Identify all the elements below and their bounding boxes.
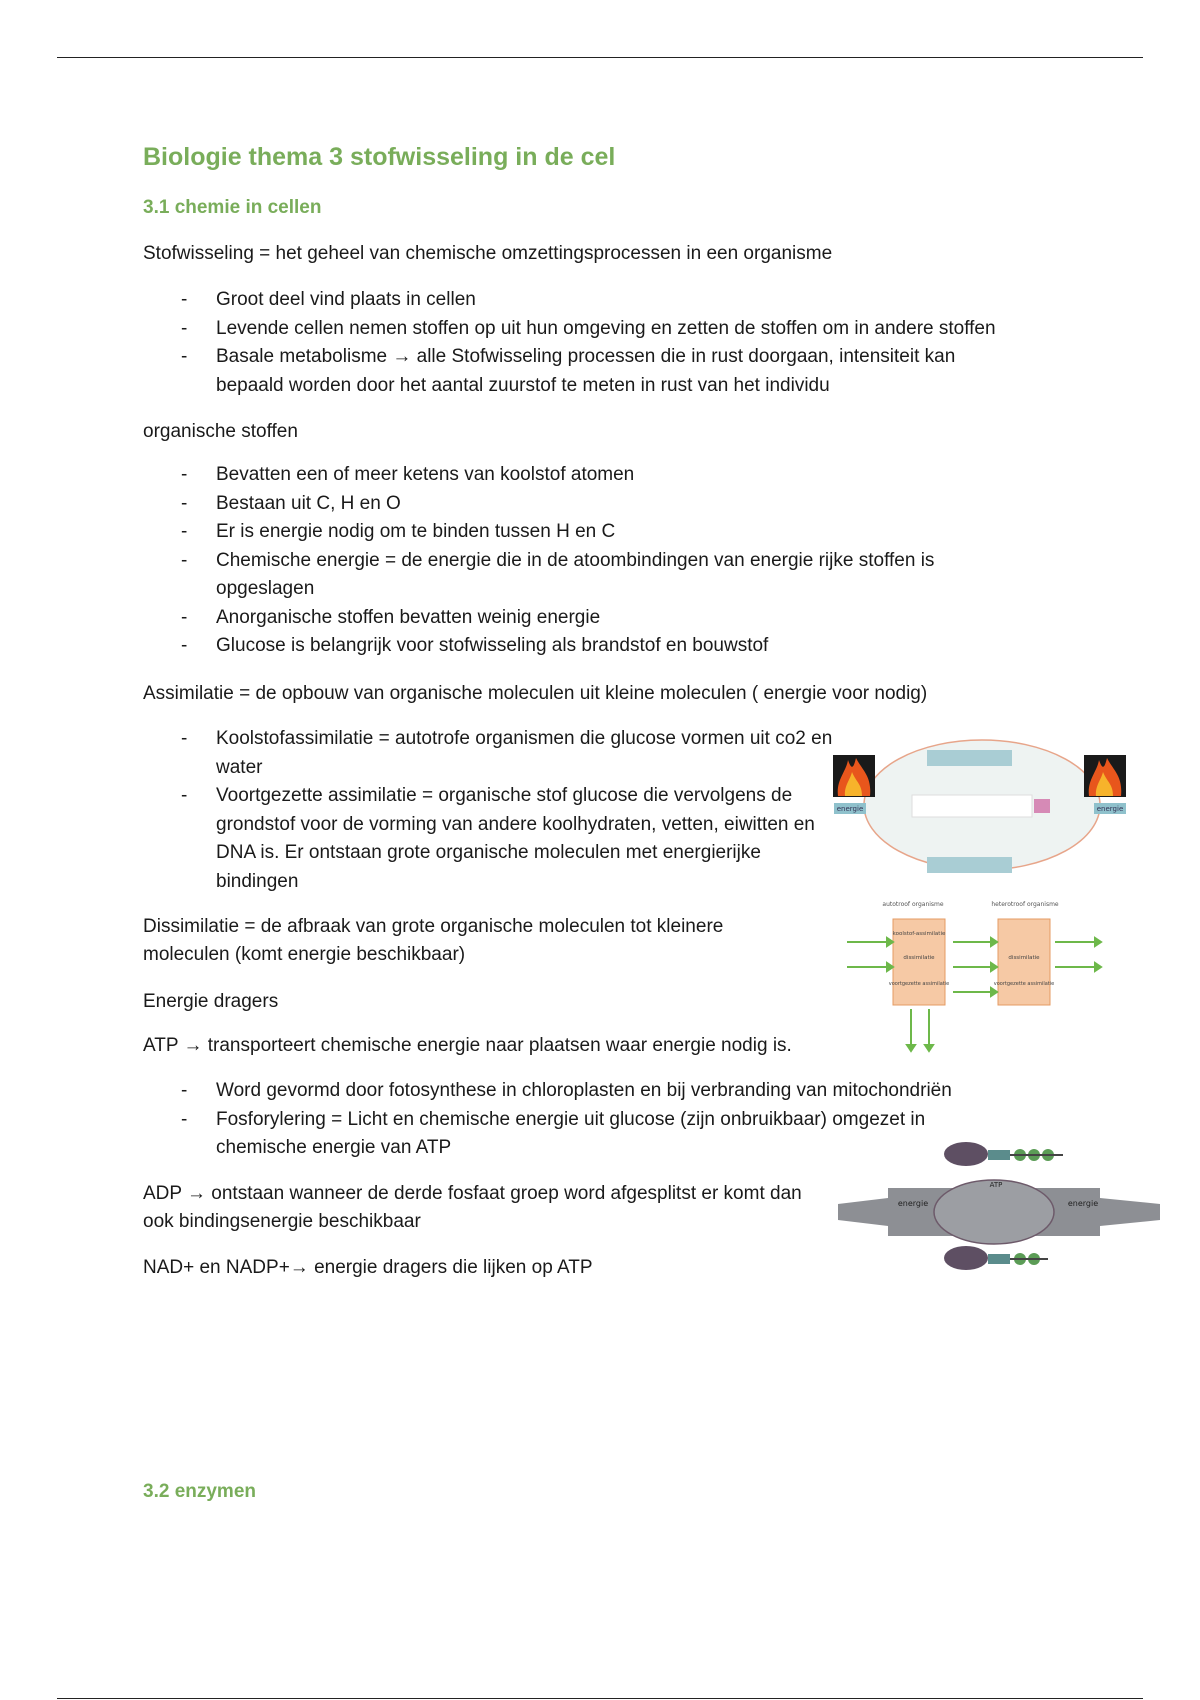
list-item (143, 286, 1063, 315)
cycle-box-bottom (927, 857, 1012, 873)
flame-icon (833, 755, 875, 797)
cycle-box-top (927, 750, 1012, 766)
bullet-mark: - (181, 728, 188, 749)
bullet-list-assimilatie (143, 725, 833, 896)
atp-label: ATP (989, 1181, 1003, 1189)
line-adp: ADP → ontstaan wanneer de derde fosfaat groep word afgesplitst er komt dan ook bindingsenergie beschikbaar (143, 1183, 802, 1232)
list-item-text: Anorganische stoffen bevatten weinig energie (216, 606, 601, 628)
list-item-text: Bevatten een of meer ketens van koolstof atomen (216, 464, 635, 485)
cycle-center-panel (912, 795, 1032, 817)
flow-box-label: voortgezette assimilatie (888, 981, 950, 987)
bullet-mark: - (181, 464, 188, 485)
energy-label: energie (897, 1199, 929, 1208)
bullet-mark: - (181, 1108, 188, 1130)
flow-column-label: autotroof organisme (882, 901, 944, 908)
energy-tag-right-label: energie (1096, 805, 1124, 813)
metabolism-flow-figure (843, 897, 1108, 1057)
bullet-list-organisch (143, 461, 1013, 661)
list-item-text: Word gevormd door fotosynthese in chloroplasten en bij verbranding van mitochondriën (216, 1080, 952, 1101)
list-item-text: Chemische energie = de energie die in de atoombindingen van energie rijke stoffen is opgeslagen (216, 549, 935, 599)
list-item (143, 343, 1016, 400)
definition-dissimilatie: Dissimilatie = de afbraak van grote organische moleculen tot kleinere moleculen (komt energie beschikbaar) (143, 916, 724, 965)
definition-stofwisseling: Stofwisseling = het geheel van chemische omzettingsprocessen in een organisme (143, 243, 833, 264)
bullet-mark: - (181, 635, 188, 656)
bullet-mark: - (181, 549, 188, 571)
list-item-text: Groot deel vind plaats in cellen (216, 289, 476, 310)
list-item (143, 547, 996, 604)
heading-organische-stoffen: organische stoffen (143, 421, 298, 442)
list-item-text: Voortgezette assimilatie = organische stof glucose die vervolgens de grondstof voor de vorming van andere koolhydraten, vetten, eiwitten en DNA is. Er ontstaan grote organische moleculen met energierijke bindingen (216, 785, 815, 892)
line-nad: NAD+ en NADP+→ energie dragers die lijken op ATP (143, 1257, 593, 1278)
atp-cycle-ellipse (934, 1180, 1054, 1244)
list-item-text: Levende cellen nemen stoffen op uit hun omgeving en zetten de stoffen om in andere stoffen (216, 317, 996, 339)
flow-box-label: dissimilatie (1008, 955, 1040, 961)
list-item (143, 518, 1013, 547)
list-item (143, 725, 833, 782)
list-item-text: Basale metabolisme → alle Stofwisseling processen die in rust doorgaan, intensiteit kan bepaald worden door het aantal zuurstof te meten in rust van het individu (216, 346, 956, 396)
flow-box-label: dissimilatie (903, 955, 935, 961)
list-item-text: Fosforylering = Licht en chemische energie uit glucose (zijn onbruikbaar) omgezet in chemische energie van ATP (216, 1108, 926, 1158)
list-item-text: Er is energie nodig om te binden tussen H en C (216, 521, 616, 542)
bullet-mark: - (181, 521, 188, 542)
atp-adp-figure (838, 1138, 1163, 1298)
energy-tag-left-label: energie (836, 805, 864, 813)
bullet-mark: - (181, 606, 188, 628)
header-rule (57, 57, 1143, 58)
heading-energie-dragers: Energie dragers (143, 991, 279, 1012)
bullet-mark: - (181, 785, 188, 806)
list-item-text: Glucose is belangrijk voor stofwisseling als brandstof en bouwstof (216, 635, 769, 656)
assimilation-cycle-figure (832, 720, 1132, 880)
list-item (143, 782, 833, 896)
flow-box-label: voortgezette assimilatie (993, 981, 1055, 987)
list-item (143, 461, 1013, 490)
section-heading: 3.1 chemie in cellen (143, 197, 322, 218)
bullet-mark: - (181, 1080, 188, 1101)
flow-column-label: heterotroof organisme (991, 901, 1059, 908)
list-item (143, 1077, 1043, 1106)
flame-icon (1084, 755, 1126, 797)
list-item (143, 632, 1013, 661)
cycle-center-swatch (1034, 799, 1050, 813)
list-item-text: Bestaan uit C, H en O (216, 492, 401, 514)
bullet-mark: - (181, 346, 188, 367)
bullet-mark: - (181, 317, 188, 339)
bullet-list-stofwisseling (143, 286, 1063, 400)
page-title: Biologie thema 3 stofwisseling in de cel (143, 143, 616, 171)
list-item (143, 604, 1013, 633)
flow-box-label: koolstof-assimilatie (892, 931, 946, 937)
list-item (143, 315, 1063, 344)
definition-assimilatie: Assimilatie = de opbouw van organische moleculen uit kleine moleculen ( energie voor nodig) (143, 683, 928, 704)
energy-label: energie (1067, 1199, 1099, 1208)
line-atp: ATP → transporteert chemische energie naar plaatsen waar energie nodig is. (143, 1035, 792, 1056)
list-item-text: Koolstofassimilatie = autotrofe organismen die glucose vormen uit co2 en water (216, 728, 833, 778)
bullet-mark: - (181, 492, 188, 514)
section-heading: 3.2 enzymen (143, 1481, 256, 1502)
footer-rule (57, 1698, 1143, 1699)
bullet-mark: - (181, 289, 188, 310)
flow-box-heterotroof (998, 919, 1050, 1005)
list-item (143, 490, 1013, 519)
